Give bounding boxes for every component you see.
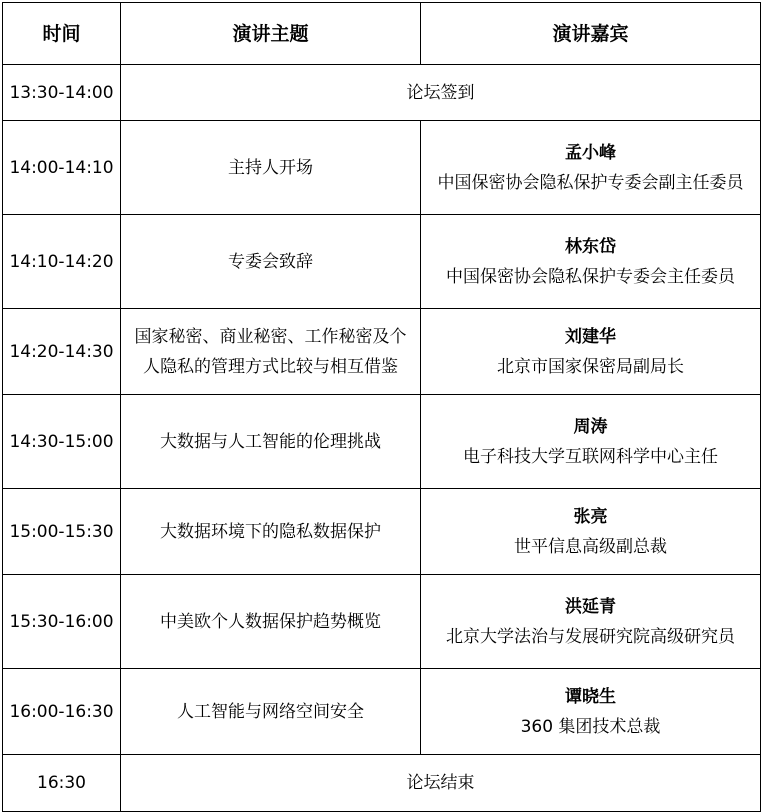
speaker-cell	[421, 489, 761, 575]
table-row	[3, 395, 761, 489]
time-cell: 14:20-14:30	[3, 309, 121, 395]
table-row	[3, 575, 761, 669]
header-row	[3, 3, 761, 65]
speaker-name: 洪延青	[565, 596, 616, 617]
speaker-title: 中国保密协会隐私保护专委会副主任委员	[437, 172, 744, 193]
table-row	[3, 65, 761, 121]
topic-cell: 专委会致辞	[121, 215, 421, 309]
speaker-name: 林东岱	[565, 236, 616, 257]
speaker-title: 电子科技大学互联网科学中心主任	[463, 446, 718, 467]
topic-cell: 大数据环境下的隐私数据保护	[121, 489, 421, 575]
topic-cell: 大数据与人工智能的伦理挑战	[121, 395, 421, 489]
topic-cell: 主持人开场	[121, 121, 421, 215]
table-row	[3, 755, 761, 812]
time-cell: 16:30	[3, 755, 121, 812]
speaker-name: 谭晓生	[565, 686, 616, 707]
time-cell: 14:00-14:10	[3, 121, 121, 215]
topic-cell: 论坛结束	[121, 755, 761, 812]
speaker-title: 360 集团技术总裁	[520, 716, 661, 737]
time-cell: 14:30-15:00	[3, 395, 121, 489]
time-cell: 14:10-14:20	[3, 215, 121, 309]
speaker-cell	[421, 669, 761, 755]
speaker-title: 北京市国家保密局副局长	[497, 356, 684, 377]
time-cell: 15:30-16:00	[3, 575, 121, 669]
speaker-cell	[421, 215, 761, 309]
schedule-table	[2, 2, 761, 812]
speaker-name: 刘建华	[565, 326, 616, 347]
table-row	[3, 489, 761, 575]
speaker-cell	[421, 575, 761, 669]
table-row	[3, 215, 761, 309]
speaker-cell	[421, 309, 761, 395]
speaker-title: 中国保密协会隐私保护专委会主任委员	[446, 266, 735, 287]
speaker-cell	[421, 121, 761, 215]
header-topic: 演讲主题	[121, 3, 421, 65]
table-row	[3, 121, 761, 215]
time-cell: 15:00-15:30	[3, 489, 121, 575]
header-time: 时间	[3, 3, 121, 65]
speaker-title: 世平信息高级副总裁	[514, 536, 667, 557]
speaker-title: 北京大学法治与发展研究院高级研究员	[446, 626, 735, 647]
speaker-name: 张亮	[573, 506, 608, 527]
speaker-cell	[421, 395, 761, 489]
topic-cell: 论坛签到	[121, 65, 761, 121]
table-row	[3, 309, 761, 395]
topic-cell: 中美欧个人数据保护趋势概览	[121, 575, 421, 669]
table-row	[3, 669, 761, 755]
speaker-name: 周涛	[573, 416, 608, 437]
time-cell: 16:00-16:30	[3, 669, 121, 755]
topic-cell: 人工智能与网络空间安全	[121, 669, 421, 755]
header-speaker: 演讲嘉宾	[421, 3, 761, 65]
topic-cell: 国家秘密、商业秘密、工作秘密及个人隐私的管理方式比较与相互借鉴	[121, 309, 421, 395]
time-cell: 13:30-14:00	[3, 65, 121, 121]
speaker-name: 孟小峰	[565, 142, 616, 163]
